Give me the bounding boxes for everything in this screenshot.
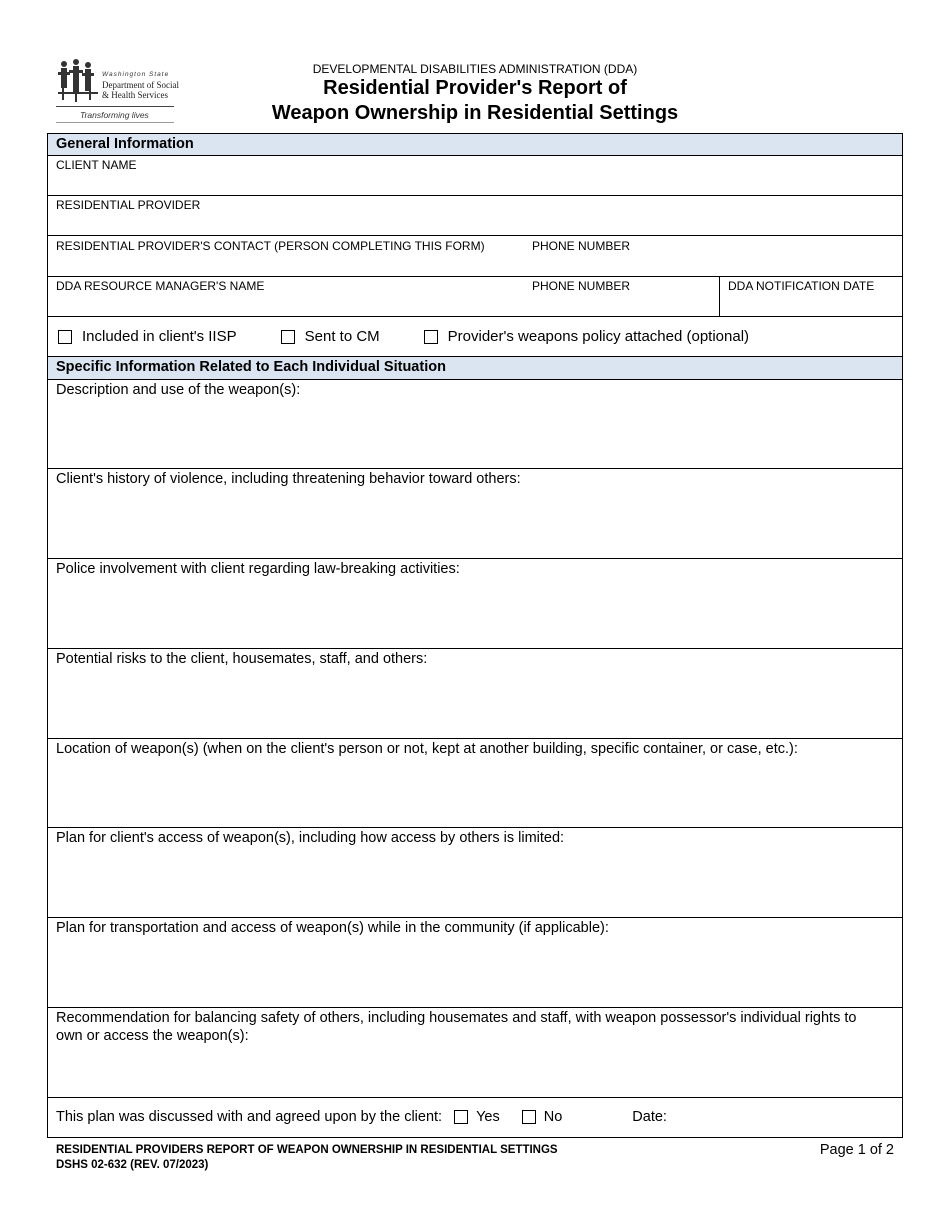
potential-risks-field[interactable] — [48, 649, 902, 739]
police-involvement-prompt: Police involvement with client regarding law-breaking activities: — [56, 561, 460, 577]
footer-form-number: DSHS 02-632 (REV. 07/2023) — [56, 1159, 209, 1171]
agreement-yes-checkbox[interactable] — [454, 1110, 468, 1124]
potential-risks-prompt: Potential risks to the client, housemates, staff, and others: — [56, 651, 428, 667]
checkbox-box[interactable] — [281, 330, 295, 344]
client-agreement-label: This plan was discussed with and agreed upon by the client: — [56, 1109, 443, 1125]
checkbox-row — [48, 317, 902, 357]
police-involvement-field[interactable] — [48, 559, 902, 649]
weapon-description-prompt: Description and use of the weapon(s): — [56, 382, 301, 398]
violence-history-field[interactable] — [48, 469, 902, 559]
sent-to-cm-checkbox[interactable] — [281, 328, 380, 345]
residential-provider-label: RESIDENTIAL PROVIDER — [56, 198, 201, 212]
access-plan-prompt: Plan for client's access of weapon(s), including how access by others is limited: — [56, 830, 565, 846]
provider-contact-row — [48, 236, 902, 277]
weapon-description-field[interactable] — [48, 380, 902, 469]
weapon-report-form — [47, 133, 903, 1138]
policy-attached-checkbox[interactable] — [424, 328, 749, 345]
footer-form-title: RESIDENTIAL PROVIDERS REPORT OF WEAPON OWNERSHIP IN RESIDENTIAL SETTINGS — [56, 1144, 558, 1156]
resource-manager-name-label: DDA RESOURCE MANAGER'S NAME — [56, 279, 265, 293]
included-in-iisp-label: Included in client's IISP — [82, 328, 237, 345]
sent-to-cm-label: Sent to CM — [304, 328, 380, 345]
included-in-iisp-checkbox[interactable] — [58, 328, 237, 345]
section-general-information: General Information — [48, 134, 902, 156]
logo-state-text: Washington State — [102, 71, 170, 78]
notification-date-label: DDA NOTIFICATION DATE — [728, 279, 875, 293]
resource-manager-row — [48, 277, 902, 317]
checkbox-box[interactable] — [58, 330, 72, 344]
provider-contact-label: RESIDENTIAL PROVIDER'S CONTACT (PERSON COMPLETING THIS FORM) — [56, 239, 485, 253]
client-name-label: CLIENT NAME — [56, 158, 137, 172]
form-title-line-2: Weapon Ownership in Residential Settings — [271, 102, 679, 124]
policy-attached-label: Provider's weapons policy attached (optional) — [447, 328, 750, 345]
agreement-no-label: No — [543, 1109, 563, 1125]
form-title-line-1: Residential Provider's Report of — [323, 77, 627, 99]
agreement-yes-label: Yes — [476, 1109, 500, 1125]
client-name-field[interactable] — [48, 156, 902, 196]
recommendation-field[interactable] — [48, 1008, 902, 1098]
residential-provider-field[interactable] — [48, 196, 902, 236]
provider-phone-label: PHONE NUMBER — [532, 239, 631, 253]
section-specific-information: Specific Information Related to Each Individual Situation — [48, 357, 902, 380]
logo-tagline: Transforming lives — [80, 110, 149, 120]
checkbox-box[interactable] — [424, 330, 438, 344]
agency-name: DEVELOPMENTAL DISABILITIES ADMINISTRATION (DDA) — [312, 62, 638, 76]
resource-manager-phone-label: PHONE NUMBER — [532, 279, 631, 293]
transportation-plan-field[interactable] — [48, 918, 902, 1008]
weapon-location-prompt: Location of weapon(s) (when on the client's person or not, kept at another building, specific container, or case, etc.): — [56, 741, 798, 757]
violence-history-prompt: Client's history of violence, including threatening behavior toward others: — [56, 471, 521, 487]
recommendation-prompt: Recommendation for balancing safety of others, including housemates and staff, with weapon possessor's individual rights to own or access the weapon(s): — [56, 1010, 857, 1044]
access-plan-field[interactable] — [48, 828, 902, 918]
logo-department-text: Department of Social & Health Services — [102, 80, 179, 100]
page-number: Page 1 of 2 — [819, 1142, 894, 1158]
agreement-no-checkbox[interactable] — [522, 1110, 536, 1124]
weapon-location-field[interactable] — [48, 739, 902, 828]
transportation-plan-prompt: Plan for transportation and access of weapon(s) while in the community (if applicable): — [56, 920, 609, 936]
agreement-date-label: Date: — [632, 1109, 667, 1125]
client-agreement-row — [48, 1098, 902, 1137]
